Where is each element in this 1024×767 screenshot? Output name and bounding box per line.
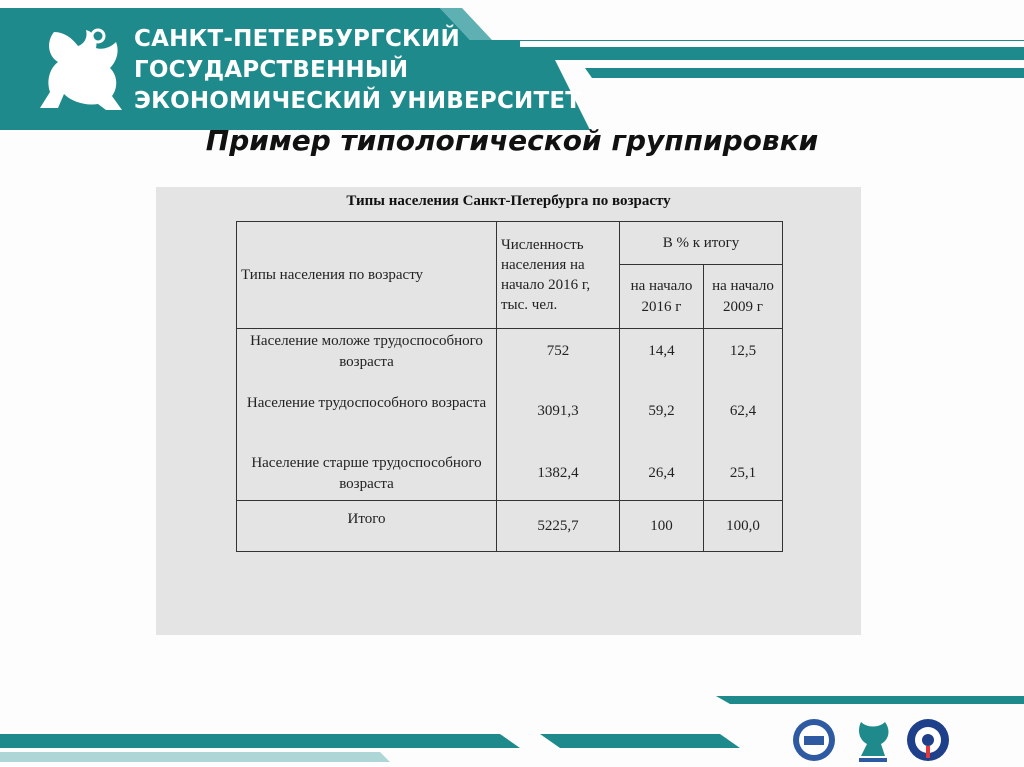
university-name-line-3: ЭКОНОМИЧЕСКИЙ УНИВЕРСИТЕТ xyxy=(134,88,582,114)
university-name-line-2: ГОСУДАРСТВЕННЫЙ xyxy=(134,57,409,83)
total-label: Итого xyxy=(237,501,497,552)
slide-title: Пример типологической группировки xyxy=(205,124,819,157)
partner-logo-2 xyxy=(851,714,895,764)
table-row xyxy=(237,329,783,393)
table-row xyxy=(237,393,783,453)
row-pct-2009: 25,1 xyxy=(704,453,783,501)
header-count-col: Численность населения на начало 2016 г, тыс. чел. xyxy=(497,222,620,329)
total-pct-2009: 100,0 xyxy=(704,501,783,552)
row-pct-2009: 12,5 xyxy=(704,329,783,393)
griffin-icon xyxy=(36,22,126,114)
header-pct-2016: на начало 2016 г xyxy=(620,265,704,329)
university-name-line-1: САНКТ-ПЕТЕРБУРГСКИЙ xyxy=(134,26,460,52)
population-table xyxy=(236,221,783,552)
row-pct-2016: 59,2 xyxy=(620,393,704,453)
table-row-total xyxy=(237,501,783,552)
partner-logo-3 xyxy=(906,718,950,762)
row-pct-2016: 26,4 xyxy=(620,453,704,501)
row-label: Население трудоспособного возраста xyxy=(237,393,497,453)
row-label: Население старше трудоспособного возраста xyxy=(237,453,497,501)
row-count: 1382,4 xyxy=(497,453,620,501)
partner-logo-1 xyxy=(792,718,836,762)
total-count: 5225,7 xyxy=(497,501,620,552)
table-caption: Типы населения Санкт-Петербурга по возрасту xyxy=(346,193,671,209)
row-count: 752 xyxy=(497,329,620,393)
table-row xyxy=(237,453,783,501)
header-pct-2009: на начало 2009 г xyxy=(704,265,783,329)
row-pct-2009: 62,4 xyxy=(704,393,783,453)
header-type-col: Типы населения по возрасту xyxy=(237,222,497,329)
row-label: Население моложе трудоспособного возраста xyxy=(237,329,497,393)
row-count: 3091,3 xyxy=(497,393,620,453)
university-name xyxy=(134,24,581,117)
header-percent-group: В % к итогу xyxy=(620,222,783,265)
row-pct-2016: 14,4 xyxy=(620,329,704,393)
total-pct-2016: 100 xyxy=(620,501,704,552)
